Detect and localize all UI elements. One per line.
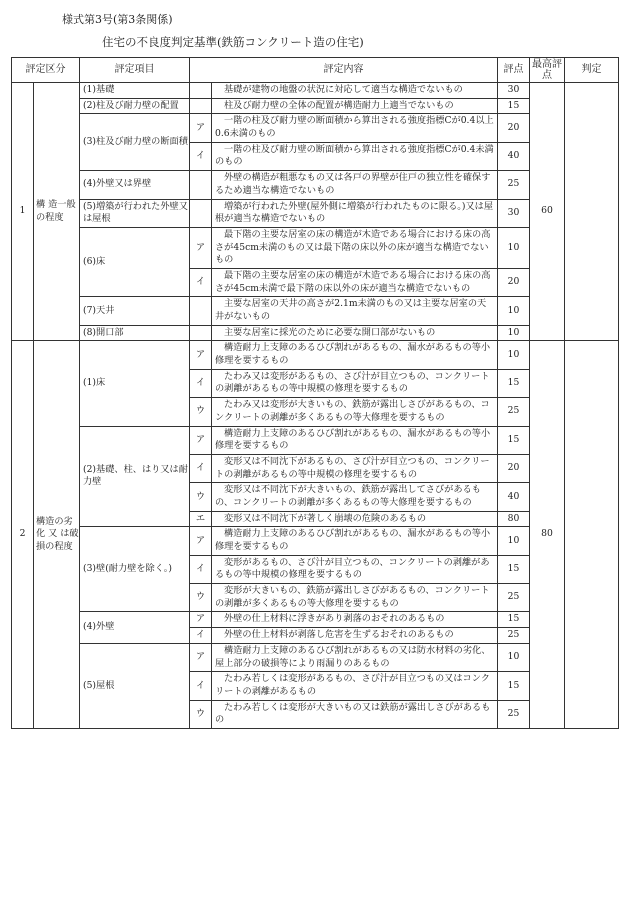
form-number: 様式第3号(第3条関係) <box>62 13 173 26</box>
evaluation-content: 構造耐力上支障のあるひび割れがあるもの、漏水があるもの等小修理を要するもの <box>212 426 498 454</box>
max-score-cell: 80 <box>530 341 565 729</box>
header-item: 評定項目 <box>80 58 190 83</box>
sub-item-marker: イ <box>190 268 212 296</box>
table-header-row <box>12 58 619 83</box>
sub-item-marker <box>190 83 212 99</box>
evaluation-content: 構造耐力上支障のあるひび割れがあるもの、漏水があるもの等小修理を要するもの <box>212 341 498 369</box>
header-category: 評定区分 <box>12 58 80 83</box>
sub-item-marker <box>190 98 212 114</box>
sub-item-marker: イ <box>190 555 212 583</box>
table-row <box>12 199 619 227</box>
score-cell: 15 <box>498 426 530 454</box>
sub-item-marker: エ <box>190 511 212 527</box>
sub-item-marker: ア <box>190 612 212 628</box>
criteria-table <box>11 57 619 729</box>
score-cell: 15 <box>498 98 530 114</box>
evaluation-content: たわみ又は変形が大きいもの、鉄筋が露出しさびがあるもの、コンクリートの剥離が多くあるもの等大修理を要するもの <box>212 398 498 426</box>
evaluation-content: 一階の柱及び耐力壁の断面積から算出される強度指標Cが0.4未満のもの <box>212 142 498 170</box>
score-cell: 10 <box>498 297 530 325</box>
sub-item-marker: ウ <box>190 584 212 612</box>
evaluation-content: 変形又は不同沈下が著しく崩壊の危険のあるもの <box>212 511 498 527</box>
table-row <box>12 98 619 114</box>
table-row <box>12 527 619 555</box>
score-cell: 25 <box>498 171 530 199</box>
sub-item-marker <box>190 199 212 227</box>
score-cell: 30 <box>498 199 530 227</box>
table-row <box>12 612 619 628</box>
sub-item-marker: ア <box>190 426 212 454</box>
score-cell: 30 <box>498 83 530 99</box>
evaluation-item: (1)床 <box>80 341 190 426</box>
sub-item-marker: ア <box>190 227 212 268</box>
evaluation-item: (7)天井 <box>80 297 190 325</box>
score-cell: 15 <box>498 369 530 397</box>
evaluation-content: 基礎が建物の地盤の状況に対応して適当な構造でないもの <box>212 83 498 99</box>
sub-item-marker: イ <box>190 142 212 170</box>
section-number: 1 <box>12 83 34 341</box>
sub-item-marker: イ <box>190 369 212 397</box>
evaluation-content: 主要な居室の天井の高さが2.1m未満のもの又は主要な居室の天井がないもの <box>212 297 498 325</box>
evaluation-item: (4)外壁又は界壁 <box>80 171 190 199</box>
sub-item-marker: イ <box>190 454 212 482</box>
evaluation-content: たわみ若しくは変形があるもの、さび汁が目立つもの又はコンクリートの剥離があるもの <box>212 672 498 700</box>
sub-item-marker <box>190 297 212 325</box>
evaluation-item: (8)開口部 <box>80 325 190 341</box>
score-cell: 10 <box>498 643 530 671</box>
evaluation-content: 構造耐力上支障のあるひび割れがあるもの又は防水材料の劣化、屋上部分の破損等により雨漏りのあるもの <box>212 643 498 671</box>
score-cell: 40 <box>498 142 530 170</box>
sub-item-marker: ウ <box>190 483 212 511</box>
evaluation-item: (2)柱及び耐力壁の配置 <box>80 98 190 114</box>
evaluation-item: (4)外壁 <box>80 612 190 643</box>
evaluation-content: 外壁の構造が粗悪なもの又は各戸の界壁が住戸の独立性を確保するため適当な構造でないもの <box>212 171 498 199</box>
evaluation-item: (5)屋根 <box>80 643 190 728</box>
table-row <box>12 297 619 325</box>
sub-item-marker: ア <box>190 643 212 671</box>
evaluation-content: 最下階の主要な居室の床の構造が木造である場合における床の高さが45cm未満のもの又は最下階の床以外の床が適当な構造でないもの <box>212 227 498 268</box>
evaluation-item: (1)基礎 <box>80 83 190 99</box>
score-cell: 10 <box>498 527 530 555</box>
evaluation-content: 外壁の仕上材料が剥落し危害を生ずるおそれのあるもの <box>212 628 498 644</box>
score-cell: 15 <box>498 555 530 583</box>
sub-item-marker: ア <box>190 341 212 369</box>
header-max-score: 最高評点 <box>530 58 565 83</box>
sub-item-marker: ウ <box>190 700 212 728</box>
score-cell: 20 <box>498 114 530 142</box>
sub-item-marker: イ <box>190 672 212 700</box>
table-row <box>12 114 619 142</box>
header-score: 評点 <box>498 58 530 83</box>
sub-item-marker: ウ <box>190 398 212 426</box>
document-title: 住宅の不良度判定基準(鉄筋コンクリート造の住宅) <box>102 35 364 49</box>
score-cell: 10 <box>498 341 530 369</box>
sub-item-marker <box>190 325 212 341</box>
table-row <box>12 341 619 369</box>
max-score-cell: 60 <box>530 83 565 341</box>
evaluation-content: 一階の柱及び耐力壁の断面積から算出される強度指標Cが0.4以上0.6未満のもの <box>212 114 498 142</box>
sub-item-marker: ア <box>190 527 212 555</box>
evaluation-content: 外壁の仕上材料に浮きがあり剥落のおそれのあるもの <box>212 612 498 628</box>
score-cell: 80 <box>498 511 530 527</box>
score-cell: 10 <box>498 325 530 341</box>
evaluation-content: 変形又は不同沈下があるもの、さび汁が目立つもの、コンクリートの剥離があるもの等中規模の修理を要するもの <box>212 454 498 482</box>
header-judgement: 判定 <box>565 58 619 83</box>
evaluation-item: (3)柱及び耐力壁の断面積 <box>80 114 190 171</box>
evaluation-item: (2)基礎、柱、はり又は耐力壁 <box>80 426 190 527</box>
judgement-cell <box>565 341 619 729</box>
table-row <box>12 83 619 99</box>
evaluation-content: 構造耐力上支障のあるひび割れがあるもの、漏水があるもの等小修理を要するもの <box>212 527 498 555</box>
judgement-cell <box>565 83 619 341</box>
evaluation-content: 増築が行われた外壁(屋外側に増築が行われたものに限る。)又は屋根が適当な構造でないもの <box>212 199 498 227</box>
score-cell: 15 <box>498 672 530 700</box>
score-cell: 10 <box>498 227 530 268</box>
evaluation-content: 柱及び耐力壁の全体の配置が構造耐力上適当でないもの <box>212 98 498 114</box>
table-row <box>12 643 619 671</box>
score-cell: 25 <box>498 584 530 612</box>
score-cell: 25 <box>498 628 530 644</box>
header-content: 評定内容 <box>190 58 498 83</box>
evaluation-content: 変形があるもの、さび汁が目立つもの、コンクリートの剥離があるもの等中規模の修理を要するもの <box>212 555 498 583</box>
score-cell: 20 <box>498 268 530 296</box>
evaluation-item: (3)壁(耐力壁を除く。) <box>80 527 190 612</box>
evaluation-item: (5)増築が行われた外壁又は屋根 <box>80 199 190 227</box>
evaluation-item: (6)床 <box>80 227 190 296</box>
section-label: 構 造一般の程度 <box>34 83 80 341</box>
table-row <box>12 426 619 454</box>
sub-item-marker: ア <box>190 114 212 142</box>
evaluation-content: 最下階の主要な居室の床の構造が木造である場合における床の高さが45cm未満で最下階の床以外の床が適当な構造でないもの <box>212 268 498 296</box>
section-number: 2 <box>12 341 34 729</box>
score-cell: 15 <box>498 612 530 628</box>
score-cell: 40 <box>498 483 530 511</box>
evaluation-content: たわみ又は変形があるもの、さび汁が目立つもの、コンクリートの剥離があるもの等中規模の修理を要するもの <box>212 369 498 397</box>
evaluation-content: 変形が大きいもの、鉄筋が露出しさびがあるもの、コンクリートの剥離が多くあるもの等大修理を要するもの <box>212 584 498 612</box>
sub-item-marker: イ <box>190 628 212 644</box>
score-cell: 20 <box>498 454 530 482</box>
sub-item-marker <box>190 171 212 199</box>
table-row <box>12 325 619 341</box>
evaluation-content: 変形又は不同沈下が大きいもの、鉄筋が露出してさびがあるもの、コンクリートの剥離が多くあるもの等大修理を要するもの <box>212 483 498 511</box>
table-row <box>12 171 619 199</box>
evaluation-content: 主要な居室に採光のために必要な開口部がないもの <box>212 325 498 341</box>
table-body <box>12 83 619 729</box>
table-row <box>12 227 619 268</box>
section-label: 構造の劣 化 又 は破損の程度 <box>34 341 80 729</box>
score-cell: 25 <box>498 700 530 728</box>
score-cell: 25 <box>498 398 530 426</box>
evaluation-content: たわみ若しくは変形が大きいもの又は鉄筋が露出しさびがあるもの <box>212 700 498 728</box>
